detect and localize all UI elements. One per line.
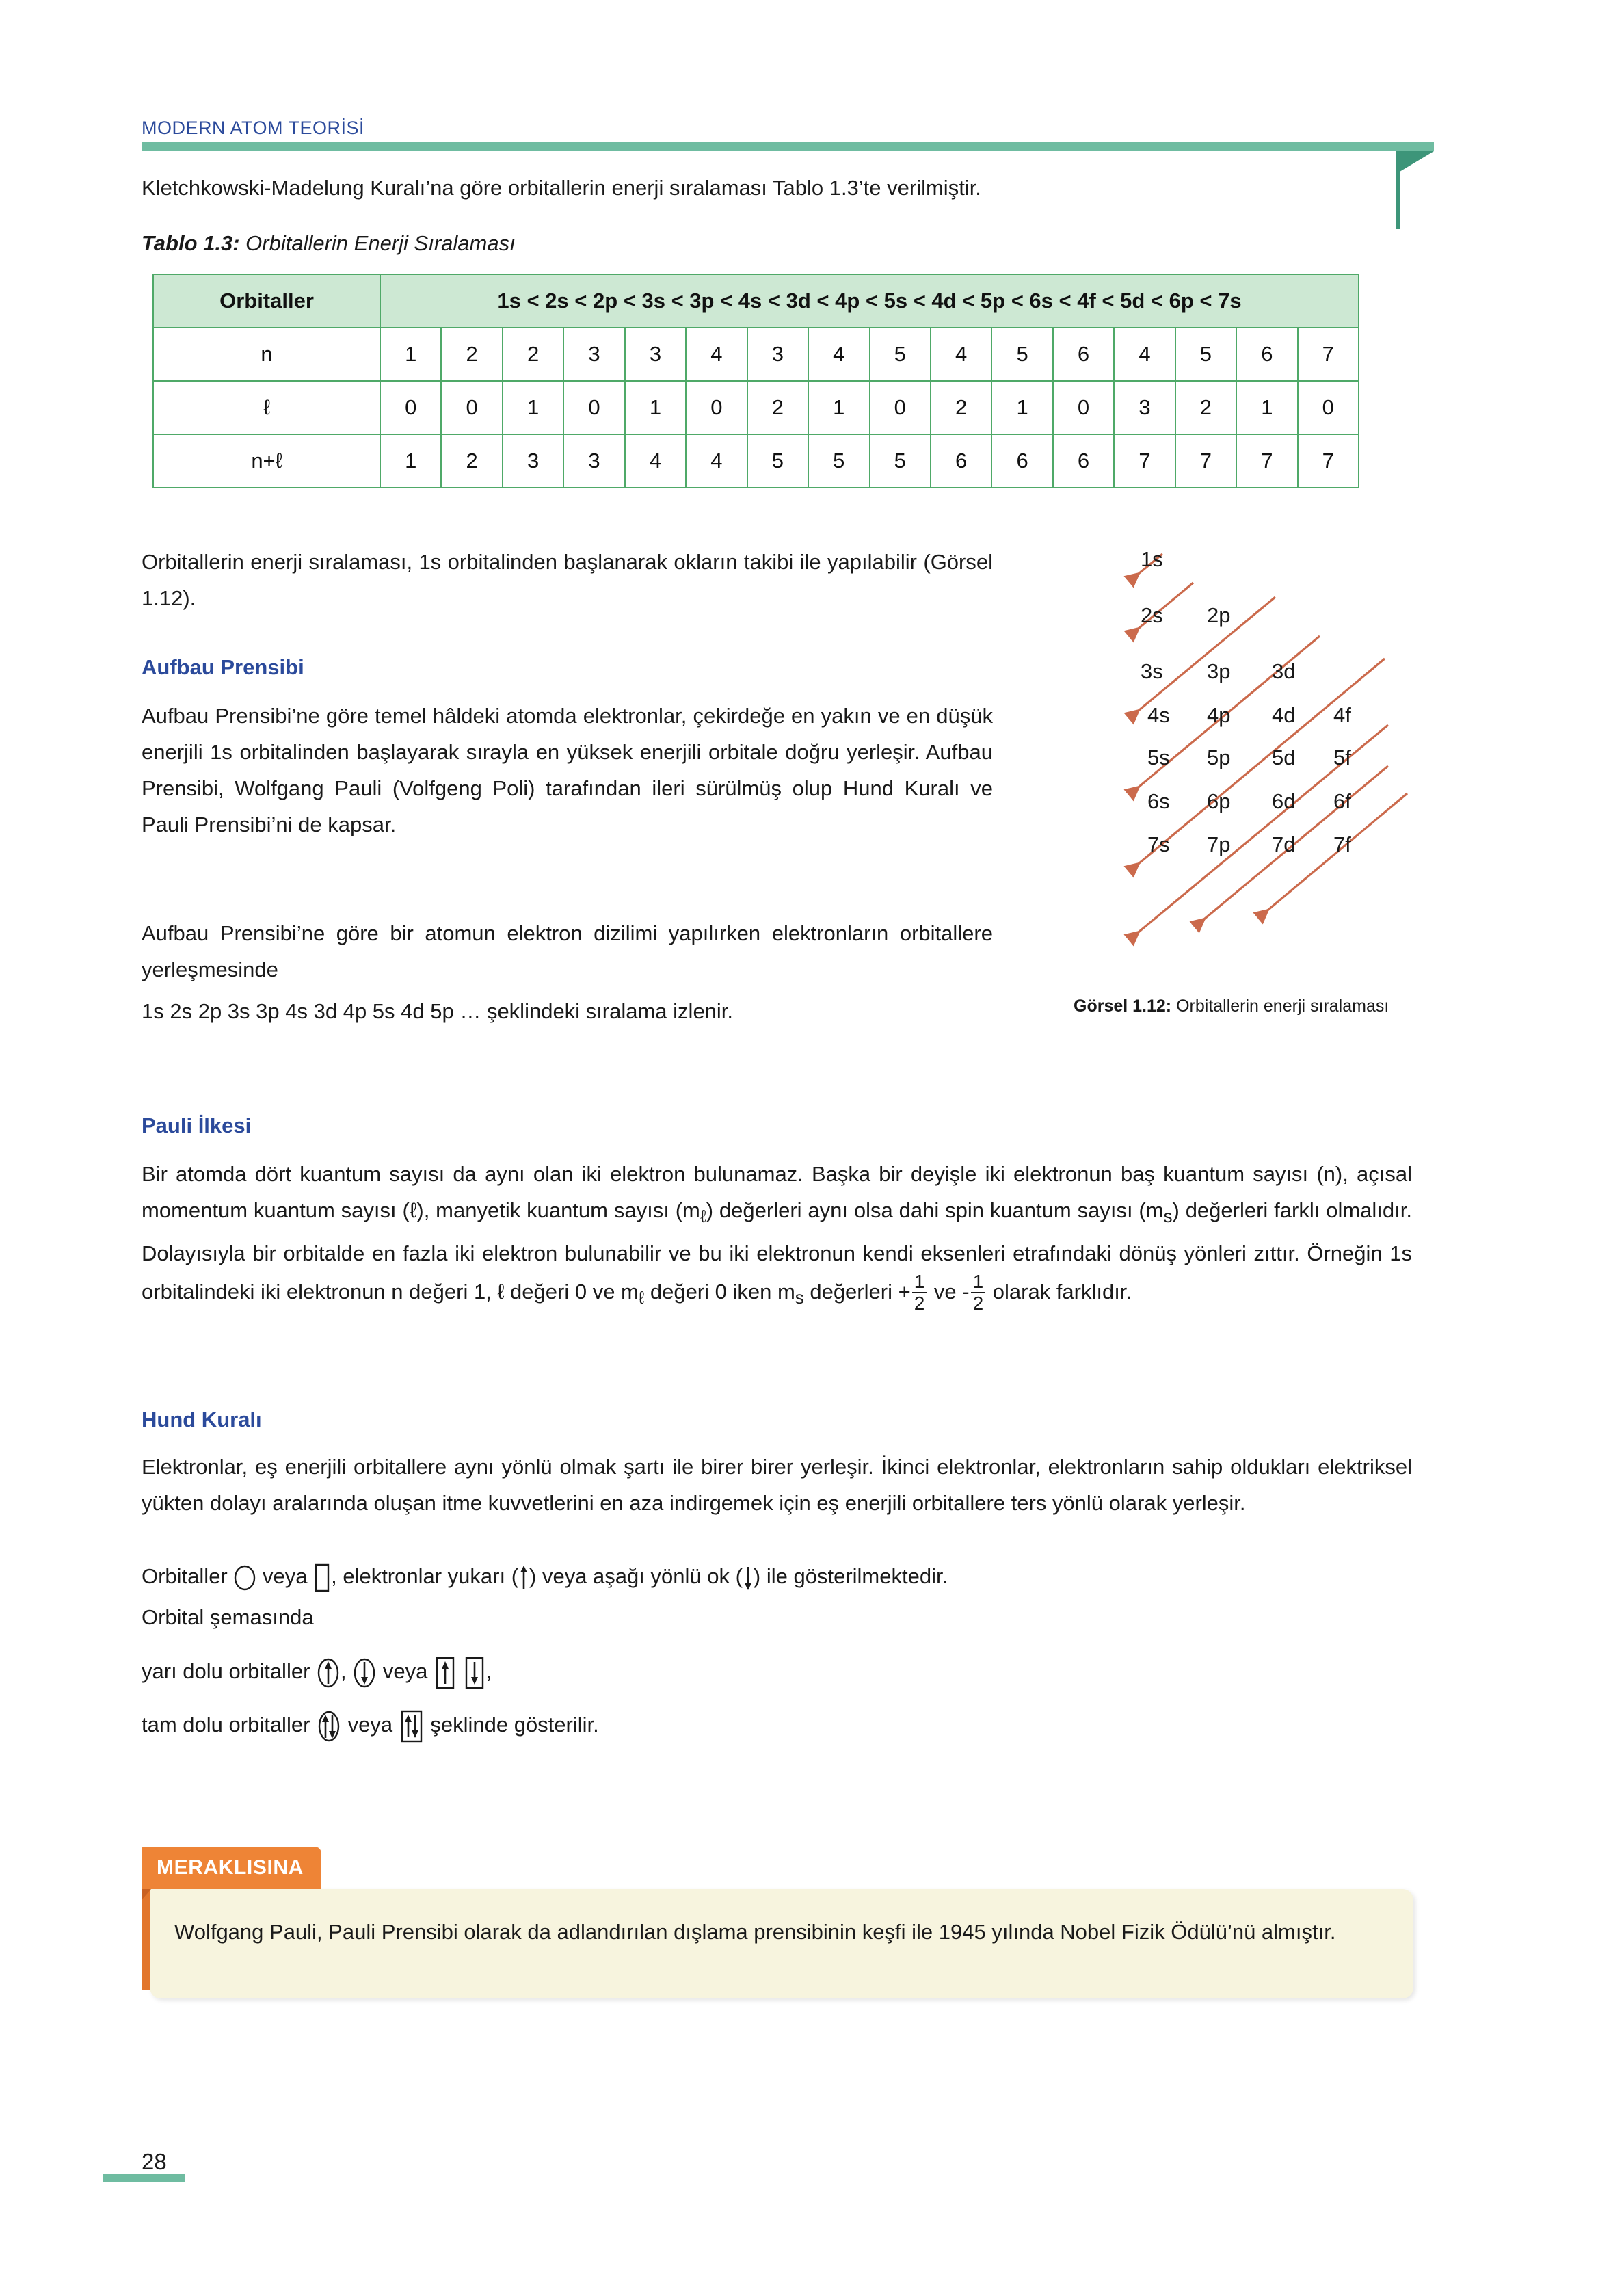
arrows-paragraph: Orbitallerin enerji sıralaması, 1s orbitalinden başlanarak okların takibi ile yapılabilir (Görsel 1.12). xyxy=(142,550,993,610)
table-cell: 5 xyxy=(870,434,931,488)
table-row-label: ℓ xyxy=(153,381,380,434)
orbital-label-6f: 6f xyxy=(1333,789,1351,813)
page-number: 28 xyxy=(142,2149,167,2174)
table-cell: 6 xyxy=(991,434,1052,488)
pauli-conjunction: ve xyxy=(928,1280,963,1304)
table-cell: 2 xyxy=(503,328,563,381)
table-cell: 0 xyxy=(1298,381,1359,434)
orbital-label-5d: 5d xyxy=(1272,745,1296,769)
fraction-numerator: 1 xyxy=(972,1271,984,1293)
curiosity-left-stripe xyxy=(142,1889,150,1990)
orbital-label-7s: 7s xyxy=(1147,832,1170,856)
fully-filled-orbitals-line xyxy=(142,1703,1412,1747)
aufbau-paragraph-1: Aufbau Prensibi’ne göre temel hâldeki atomda elektronlar, çekirdeğe en yakın ve en düşük enerjili 1s orbitalinden başlayarak sırayla en yüksek enerjili orbitale doğru yerleşir. Aufbau Prensibi, Wolfgang Pauli (Volfgeng Poli) tarafından ileri sürülmüş olup Hund Kuralı ve Pauli Prensibi’ni de kapsar. xyxy=(142,704,993,836)
figure-caption xyxy=(1074,995,1429,1018)
orbital-label-2s: 2s xyxy=(1141,603,1163,627)
table-cell: 5 xyxy=(1175,328,1236,381)
orbital-label-5s: 5s xyxy=(1147,745,1170,769)
half-filled-text-2: , xyxy=(341,1659,353,1683)
table-cell: 4 xyxy=(931,328,991,381)
spin-down-arrow-icon xyxy=(743,1564,754,1592)
table-cell: 3 xyxy=(563,328,624,381)
table-header-label: Orbitaller xyxy=(153,274,380,328)
plus-sign: + xyxy=(898,1280,911,1304)
pauli-text-5: değerleri xyxy=(803,1280,898,1304)
table-caption xyxy=(142,231,516,256)
pauli-sub-s-1: s xyxy=(1163,1207,1173,1227)
table-row-label: n xyxy=(153,328,380,381)
table-cell: 0 xyxy=(441,381,502,434)
orbital-label-7d: 7d xyxy=(1272,832,1296,856)
table-cell: 3 xyxy=(747,328,808,381)
pauli-heading: Pauli İlkesi xyxy=(142,1113,252,1137)
table-cell: 3 xyxy=(1114,381,1175,434)
half-filled-text-3: veya xyxy=(377,1659,434,1683)
table-cell: 3 xyxy=(563,434,624,488)
orbital-label-3p: 3p xyxy=(1207,659,1231,683)
orbital-label-1s: 1s xyxy=(1141,547,1163,571)
table-cell: 4 xyxy=(686,328,747,381)
orbital-label-2p: 2p xyxy=(1207,603,1231,627)
orbital-label-4d: 4d xyxy=(1272,703,1296,727)
half-filled-text-4 xyxy=(457,1659,463,1683)
table-cell: 7 xyxy=(1175,434,1236,488)
table-cell: 0 xyxy=(870,381,931,434)
table-cell: 2 xyxy=(441,328,502,381)
table-cell: 5 xyxy=(747,434,808,488)
table-row xyxy=(153,381,1359,434)
table-cell: 1 xyxy=(503,381,563,434)
half-filled-text-5: , xyxy=(485,1659,492,1683)
orbital-label-4s: 4s xyxy=(1147,703,1170,727)
table-cell: 0 xyxy=(686,381,747,434)
fraction-denominator: 2 xyxy=(912,1292,927,1314)
empty-circle-orbital-icon xyxy=(233,1564,256,1592)
pauli-text-4: değeri 0 iken m xyxy=(644,1280,795,1304)
orbital-label-6s: 6s xyxy=(1147,789,1170,813)
figure-caption-label: Görsel 1.12: xyxy=(1074,997,1172,1016)
pauli-sub-s-2: s xyxy=(795,1289,804,1308)
table-cell: 5 xyxy=(991,328,1052,381)
diagonal-arrow-group xyxy=(1131,554,1407,938)
table-row xyxy=(153,434,1359,488)
orbital-label-6d: 6d xyxy=(1272,789,1296,813)
table-cell: 2 xyxy=(1175,381,1236,434)
table-header-sequence: 1s < 2s < 2p < 3s < 3p < 4s < 3d < 4p < 5s < 4d < 5p < 6s < 4f < 5d < 6p < 7s xyxy=(380,274,1359,328)
half-filled-text-1: yarı dolu orbitaller xyxy=(142,1659,317,1683)
orbital-label-7f: 7f xyxy=(1333,832,1351,856)
table-cell: 7 xyxy=(1114,434,1175,488)
fraction-one-half-positive xyxy=(912,1271,927,1314)
fraction-numerator: 1 xyxy=(914,1271,925,1293)
orbital-scheme-label: Orbital şemasında xyxy=(142,1605,314,1629)
pauli-text-1: Bir atomda dört kuantum sayısı da aynı olan iki elektron bulunamaz. Başka bir deyişle iki elektronun baş kuantum sayısı (n), açısal momentum kuantum sayısı (ℓ), manyetik kuantum sayısı (m xyxy=(142,1162,1412,1222)
aufbau-sequence-line: 1s 2s 2p 3s 3p 4s 3d 4p 5s 4d 5p … şeklindeki sıralama izlenir. xyxy=(142,999,734,1023)
box-spin-up-icon xyxy=(434,1655,457,1691)
table-cell: 2 xyxy=(747,381,808,434)
half-filled-orbitals-line xyxy=(142,1650,1412,1693)
running-head: MODERN ATOM TEORİSİ xyxy=(142,118,365,138)
fraction-one-half-negative xyxy=(971,1271,986,1314)
table-cell: 0 xyxy=(1053,381,1114,434)
pauli-text-6: olarak farklıdır. xyxy=(987,1280,1132,1304)
table-cell: 4 xyxy=(686,434,747,488)
hund-heading: Hund Kuralı xyxy=(142,1408,262,1431)
pauli-text-3: ) değerleri farklı olmalıdır. Dolayısıyla bir orbitalde en fazla iki elektron bulunabilir ve bu iki elektronun kendi eksenleri etrafındaki dönüş yönleri zıttır. Örneğin 1s orbitalindeki iki elektronun n değeri 1, ℓ değeri 0 ve m xyxy=(142,1198,1413,1304)
notation-text-2: veya xyxy=(256,1564,314,1588)
table-cell: 1 xyxy=(1236,381,1297,434)
orbital-label-7p: 7p xyxy=(1207,832,1231,856)
orbital-label-3s: 3s xyxy=(1141,659,1163,683)
empty-box-orbital-icon xyxy=(313,1563,331,1593)
table-cell: 3 xyxy=(625,328,686,381)
circle-spin-up-icon xyxy=(316,1657,341,1689)
table-cell: 7 xyxy=(1236,434,1297,488)
table-header-row xyxy=(153,274,1359,328)
table-cell: 2 xyxy=(931,381,991,434)
orbital-label-4f: 4f xyxy=(1333,703,1351,727)
table-cell: 3 xyxy=(503,434,563,488)
spin-value-negative xyxy=(962,1271,987,1315)
orbital-label-5p: 5p xyxy=(1207,745,1231,769)
table-cell: 1 xyxy=(380,328,441,381)
table-cell: 6 xyxy=(1053,434,1114,488)
pauli-paragraph xyxy=(142,1156,1412,1317)
fully-filled-text-2: veya xyxy=(342,1713,399,1737)
orbital-notation-line xyxy=(142,1558,1412,1594)
notation-text-3: , elektronlar yukarı ( xyxy=(331,1564,519,1588)
orbital-label-6p: 6p xyxy=(1207,789,1231,813)
figure-caption-text: Orbitallerin enerji sıralaması xyxy=(1171,997,1389,1016)
table-cell: 6 xyxy=(1053,328,1114,381)
orbital-energy-diagram xyxy=(1067,547,1429,999)
circle-paired-spins-icon xyxy=(316,1709,342,1743)
orbital-energy-table xyxy=(152,274,1359,488)
notation-text-4: ) veya aşağı yönlü ok ( xyxy=(529,1564,743,1588)
aufbau-paragraph-2: Aufbau Prensibi’ne göre bir atomun elektron dizilimi yapılırken elektronların orbitallere yerleşmesinde xyxy=(142,921,993,981)
intro-paragraph: Kletchkowski-Madelung Kuralı’na göre orbitallerin enerji sıralaması Tablo 1.3’te verilmiştir. xyxy=(142,176,981,200)
fully-filled-text-1: tam dolu orbitaller xyxy=(142,1713,317,1737)
table-cell: 1 xyxy=(808,381,869,434)
pauli-sub-l-1: ℓ xyxy=(700,1207,706,1227)
spin-value-positive xyxy=(898,1271,929,1315)
table-cell: 1 xyxy=(380,434,441,488)
hund-paragraph: Elektronlar, eş enerjili orbitallere aynı yönlü olmak şartı ile birer birer yerleşir. İkinci elektronlar, elektronların sahip oldukları elektriksel yükten dolayı aralarında oluşan itme kuvvetlerini en aza indirgemek için eş enerjili orbitallere ters yönlü olarak yerleşir. xyxy=(142,1455,1412,1515)
table-cell: 5 xyxy=(808,434,869,488)
table-cell: 4 xyxy=(625,434,686,488)
table-cell: 2 xyxy=(441,434,502,488)
notation-text-5: ) ile gösterilmektedir. xyxy=(753,1564,948,1588)
table-cell: 0 xyxy=(563,381,624,434)
curiosity-tab-label: MERAKLISINA xyxy=(142,1847,321,1889)
table-cell: 4 xyxy=(808,328,869,381)
table-caption-text: Orbitallerin Enerji Sıralaması xyxy=(239,231,516,255)
notation-text-1: Orbitaller xyxy=(142,1564,234,1588)
pauli-text-2: ) değerleri aynı olsa dahi spin kuantum sayısı (m xyxy=(706,1198,1164,1222)
orbital-label-4p: 4p xyxy=(1207,703,1231,727)
circle-spin-down-icon xyxy=(352,1657,377,1689)
minus-sign: - xyxy=(962,1280,970,1304)
orbital-diagram-svg xyxy=(1067,547,1429,999)
fully-filled-text-3: şeklinde gösterilir. xyxy=(424,1713,599,1737)
table-row-label: n+ℓ xyxy=(153,434,380,488)
orbital-label-3d: 3d xyxy=(1272,659,1296,683)
table-cell: 0 xyxy=(380,381,441,434)
table-cell: 7 xyxy=(1298,328,1359,381)
box-spin-down-icon xyxy=(463,1655,486,1691)
orbital-label-5f: 5f xyxy=(1333,745,1351,769)
table-cell: 1 xyxy=(991,381,1052,434)
table-cell: 4 xyxy=(1114,328,1175,381)
table-cell: 7 xyxy=(1298,434,1359,488)
table-cell: 6 xyxy=(1236,328,1297,381)
box-paired-spins-icon xyxy=(399,1708,425,1744)
aufbau-heading: Aufbau Prensibi xyxy=(142,655,304,679)
curiosity-body-text: Wolfgang Pauli, Pauli Prensibi olarak da adlandırılan dışlama prensibinin keşfi ile 1945 yılında Nobel Fizik Ödülü’nü almıştır. xyxy=(150,1889,1413,1998)
header-rule xyxy=(142,142,1434,151)
table-cell: 5 xyxy=(870,328,931,381)
table-cell: 6 xyxy=(931,434,991,488)
pauli-sub-l-2: ℓ xyxy=(638,1289,645,1308)
table-caption-label: Tablo 1.3: xyxy=(142,231,240,255)
spin-up-arrow-icon xyxy=(518,1564,529,1592)
table-cell: 1 xyxy=(625,381,686,434)
table-row xyxy=(153,328,1359,381)
fraction-denominator: 2 xyxy=(971,1292,986,1314)
